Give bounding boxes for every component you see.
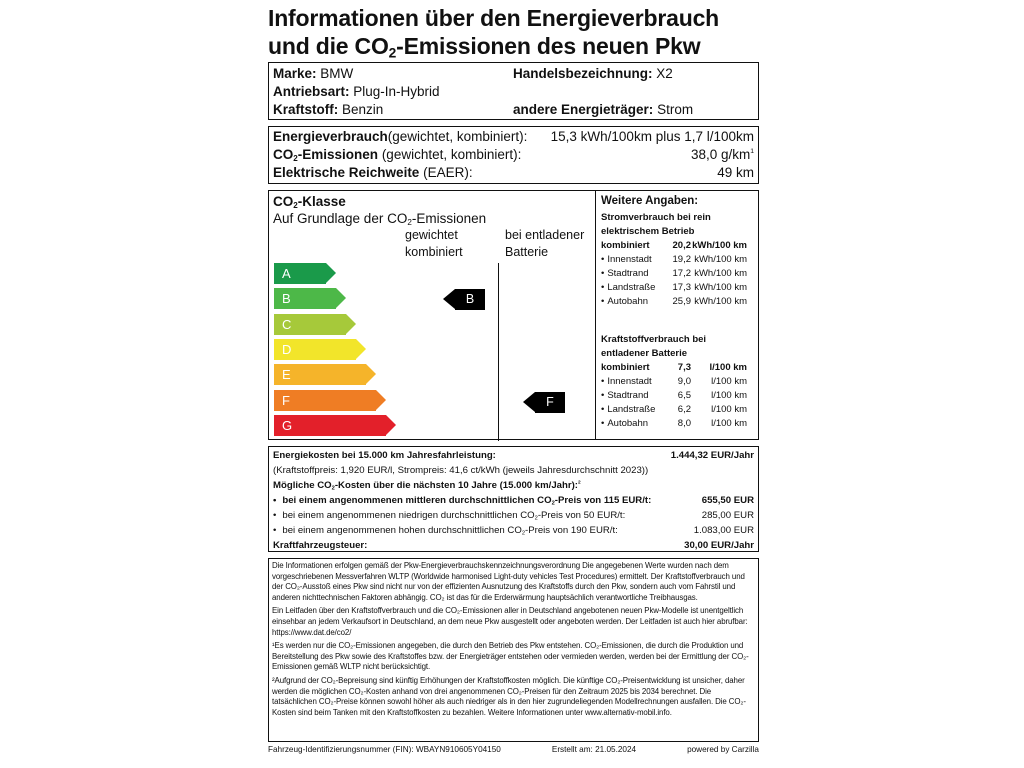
co2-cost-low-row: • bei einem angenommenen niedrigen durchschnittlichen $CO_2$-Preis von 50 EUR/t: 285,00 EUR: [273, 508, 754, 523]
co2-note: (gewichtet, kombiniert):: [381, 147, 522, 162]
page-title: [268, 4, 759, 60]
marke-value: BMW: [320, 66, 354, 81]
co2-class-bar-label: B: [282, 291, 291, 307]
antrieb-value: Plug-In-Hybrid: [353, 84, 440, 99]
co2-class-bar-f: [274, 390, 376, 411]
co2-class-bar-g: [274, 415, 386, 436]
range-value: 49 km: [717, 165, 754, 180]
co2-class-bar-a: [274, 263, 326, 284]
consumption-row: • Innenstadt 19,2 kWh/100 km: [601, 253, 755, 267]
legal-p2: Ein Leitfaden über den Kraftstoffverbrauch und die CO₂-Emissionen aller in Deutschland angebotenen neuen Pkw-Modelle ist unentgeltlich einsehbar an jedem Verkaufsort in Deutschland, an dem neue Pkw ausgestellt oder angeboten werden. Der Leitfaden ist auch hier abrufbar: https://www.dat.de/co2/: [272, 606, 748, 637]
kraft-kombi-row: kombiniert 7,3 l/100 km: [601, 362, 747, 373]
energy-label: [268, 0, 759, 754]
energie-kosten-value: 1.444,32 EUR/Jahr: [670, 450, 754, 461]
title-line-1: Informationen über den Energieverbrauch: [268, 5, 720, 31]
co2-class-bar-d: [274, 339, 356, 360]
energie-value: 15,3 kWh/100km plus 1,7 l/100km: [550, 129, 754, 144]
strom-kombi-row: kombiniert 20,2 kWh/100 km: [601, 240, 747, 251]
co2-class-bar-label: C: [282, 316, 292, 332]
consumption-row: • Autobahn 8,0 l/100 km: [601, 417, 755, 431]
costs-box: [268, 446, 759, 552]
footer: [268, 745, 759, 754]
co2-class-panel: [269, 191, 596, 439]
marke-label: Marke:: [273, 66, 317, 81]
col-discharged-header: bei entladener Batterie: [505, 228, 585, 259]
co2-cost-heading: Mögliche $CO_2$-Kosten über die nächsten 10 Jahre (15.000 km/Jahr):$^2$: [273, 480, 581, 492]
consumption-row: • Stadtrand 17,2 kWh/100 km: [601, 267, 755, 281]
co2-label: $CO_2$-Emissionen: [273, 147, 379, 164]
andere-value: Strom: [657, 102, 694, 117]
marker-discharged: F: [535, 392, 565, 413]
co2-value: 38,0 $g/km^1$: [690, 147, 754, 162]
handel-value: X2: [656, 66, 673, 81]
co2-class-heading: $CO_2$-Klasse Auf Grundlage der $CO_2$-Emissionen: [273, 194, 487, 228]
co2-class-bar-label: E: [282, 367, 291, 383]
col-weighted-header: gewichtet kombiniert: [405, 228, 463, 259]
andere-label: andere Energieträger:: [513, 102, 654, 117]
co2-cost-high-row: • bei einem angenommenen hohen durchschnittlichen $CO_2$-Preis von 190 EUR/t: 1.083,00 EUR: [273, 523, 754, 538]
co2-cost-mid-row: • bei einem angenommenen mittleren durchschnittlichen $CO_2$-Preis von 115 EUR/t: 655,50 EUR: [273, 493, 754, 508]
co2-class-bar-e: [274, 364, 366, 385]
co2-class-bar-label: F: [282, 392, 290, 408]
co2-class-bar-b: [274, 288, 336, 309]
range-label: Elektrische Reichweite: [273, 165, 420, 180]
consumption-row: • Stadtrand 6,5 l/100 km: [601, 389, 755, 403]
kraft-heading: Kraftstoffverbrauch bei entladener Batterie: [601, 334, 707, 359]
legal-p1: Die Informationen erfolgen gemäß der Pkw-Energieverbrauchskennzeichnungsverordnung Die angegebenen Werte wurden nach dem vorgeschriebenen Messverfahren WLTP (Worldwide harmonised Light-duty vehicles Test Procedures) ermittelt. Der Kraftstoffverbrauch und der CO₂-Ausstoß eines Pkw sind nicht nur von der effizienten Ausnutzung des Kraftstoffs durch den Pkw, sondern auch vom Fahrstil und anderen nichttechnischen Faktoren abhängig. CO₂ ist das für die Erderwärmung hauptsächlich verantwortliche Treibhausgas.: [272, 561, 745, 602]
footer-created: Erstellt am: 21.05.2024: [551, 745, 637, 754]
tax-row: Kraftfahrzeugsteuer: 30,00 EUR/Jahr: [273, 540, 754, 551]
title-line-2: und die $CO_2$-Emissionen des neuen Pkw: [268, 33, 701, 61]
consumption-row: • Innenstadt 9,0 l/100 km: [601, 375, 755, 389]
marker-weighted: B: [455, 289, 485, 310]
further-heading: Weitere Angaben:: [601, 195, 699, 207]
strom-rows: [601, 253, 755, 309]
footer-powered: powered by Carzilla: [687, 745, 759, 754]
consumption-box: [268, 126, 759, 184]
column-divider: [498, 263, 499, 441]
vehicle-info-box: [268, 62, 759, 120]
handel-label: Handelsbezeichnung:: [513, 66, 653, 81]
legal-p4: ²Aufgrund der CO₂-Bepreisung sind künftig Erhöhungen der Kraftstoffkosten möglich. Die künftige CO₂-Preisentwicklung ist unsicher, daher werden die möglichen CO₂-Kosten anhand von drei angenommenen CO₂-Preisen für den Zeitraum 2025 bis 2034 berechnet. Die tatsächlichen CO₂-Preise können sowohl höher als auch niedriger als in den hier zugrundeliegenden Modellrechnungen ausfallen. Die CO₂-Kosten sind beim Tanken mit den Kraftstoffkosten zu bezahlen. Weitere Informationen unter www.alternativ-mobil.info.: [272, 675, 746, 717]
kraft-rows: [601, 375, 755, 431]
prices-note: (Kraftstoffpreis: 1,920 EUR/l, Strompreis: 41,6 ct/kWh (jeweils Jahresdurchschnitt 2023)): [273, 465, 649, 476]
co2-class-bar-label: D: [282, 341, 292, 357]
energie-note: (gewichtet, kombiniert):: [387, 129, 528, 144]
co2-class-bar-c: [274, 314, 346, 335]
range-note: (EAER):: [423, 165, 473, 180]
co2-class-box: [268, 190, 759, 440]
co2-class-bar-label: G: [282, 417, 293, 433]
antrieb-label: Antriebsart:: [273, 84, 350, 99]
consumption-row: • Landstraße 6,2 l/100 km: [601, 403, 755, 417]
kraftstoff-value: Benzin: [342, 102, 384, 117]
consumption-row: • Autobahn 25,9 kWh/100 km: [601, 295, 755, 309]
consumption-row: • Landstraße 17,3 kWh/100 km: [601, 281, 755, 295]
strom-heading: Stromverbrauch bei rein elektrischem Betrieb: [601, 212, 711, 237]
legal-p3: ¹Es werden nur die CO₂-Emissionen angegeben, die durch den Betrieb des Pkw entstehen. CO₂-Emissionen, die durch die Produktion und Bereitstellung des Pkw sowie des Kraftstoffes bzw. der Energieträger entstehen oder vermieden werden, werden bei der Ermittlung der CO₂-Emissionen gemäß WLTP nicht berücksichtigt.: [272, 641, 749, 672]
kraftstoff-label: Kraftstoff:: [273, 102, 339, 117]
footer-fin: Fahrzeug-Identifizierungsnummer (FIN): WBAYN910605Y04150: [268, 745, 501, 754]
further-info-panel: [598, 191, 758, 433]
energie-label: Energieverbrauch: [273, 129, 388, 144]
co2-class-bar-label: A: [282, 266, 291, 281]
energie-kosten-label: Energiekosten bei 15.000 km Jahresfahrleistung:: [273, 450, 496, 461]
legal-text-box: [268, 558, 759, 742]
